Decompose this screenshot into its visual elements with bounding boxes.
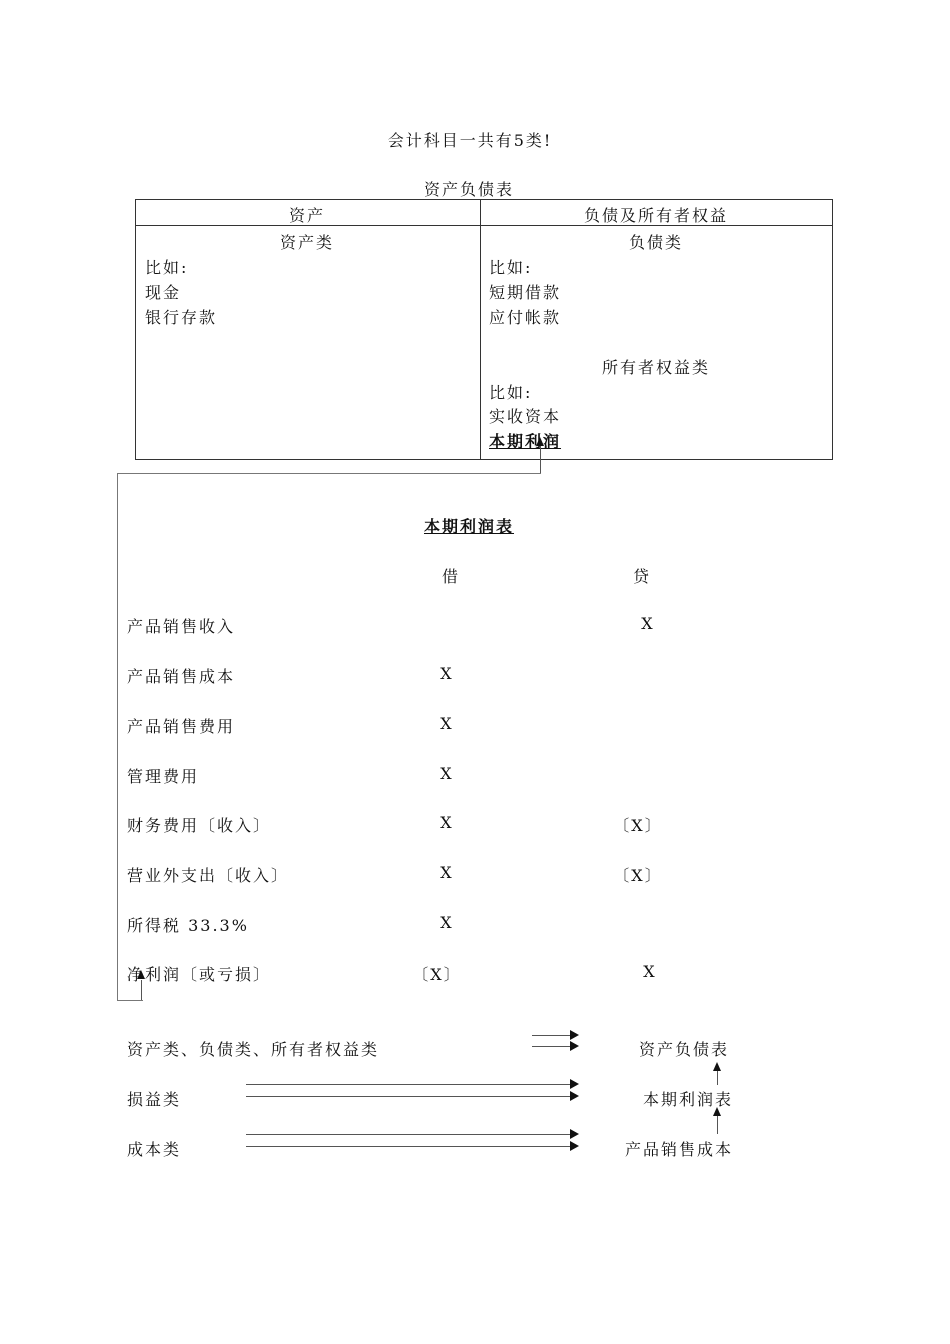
connector-line [540,446,541,474]
arrow-right-icon [570,1129,579,1139]
equity-section-title: 所有者权益类 [601,358,711,377]
income-row-debit: 〔X〕 [412,965,462,984]
debit-header: 借 [441,567,461,586]
connector-line [117,473,541,474]
mapping-arrow-line [246,1084,572,1085]
arrow-up-icon [713,1062,721,1071]
table-column-divider [480,200,481,459]
assets-example-label: 比如: [145,258,189,277]
assets-section-title: 资产类 [279,233,335,252]
mapping-target: 本期利润表 [642,1090,734,1109]
income-row-debit: X [440,764,454,783]
connector-line [117,1000,143,1001]
mapping-arrow-line [246,1096,572,1097]
balance-sheet-table [135,199,833,460]
arrow-right-icon [570,1041,579,1051]
income-row-debit: X [440,863,454,882]
connector-line [717,1116,718,1134]
equity-item-current-profit: 本期利润 [489,432,562,451]
doc-title: 会计科目一共有5类! [387,131,553,150]
income-row-credit: X [641,614,655,633]
mapping-arrow-line [532,1046,572,1047]
mapping-source: 成本类 [127,1140,182,1159]
income-row-credit: 〔X〕 [613,816,663,835]
liabilities-section-title: 负债类 [628,233,684,252]
mapping-source: 资产类、负债类、所有者权益类 [127,1040,380,1059]
mapping-arrow-line [532,1035,572,1036]
liabilities-item: 短期借款 [489,283,562,302]
mapping-target: 产品销售成本 [624,1140,734,1159]
income-row-label: 财务费用〔收入〕 [127,816,272,835]
income-row-label: 产品销售收入 [127,617,236,636]
income-row-label: 营业外支出〔收入〕 [127,866,290,885]
mapping-target: 资产负债表 [638,1040,730,1059]
income-row-credit: X [643,962,657,981]
assets-header: 资产 [288,206,326,225]
income-row-debit: X [440,664,454,683]
assets-item: 现金 [145,283,182,302]
arrow-up-icon [713,1107,721,1116]
connector-line [717,1071,718,1085]
income-statement-title: 本期利润表 [423,517,515,536]
income-row-debit: X [440,913,454,932]
income-row-credit: 〔X〕 [613,866,663,885]
income-row-debit: X [440,714,454,733]
income-row-label: 产品销售成本 [127,667,236,686]
arrow-right-icon [570,1079,579,1089]
assets-item: 银行存款 [145,308,218,327]
connector-line [117,473,118,1001]
liabilities-equity-header: 负债及所有者权益 [583,206,729,225]
credit-header: 贷 [632,567,652,586]
equity-example-label: 比如: [489,383,533,402]
liabilities-example-label: 比如: [489,258,533,277]
arrow-right-icon [570,1091,579,1101]
liabilities-item: 应付帐款 [489,308,562,327]
income-row-label: 净利润〔或亏损〕 [127,965,272,984]
arrow-up-icon [536,437,544,446]
balance-sheet-title: 资产负债表 [423,180,515,199]
income-row-label: 管理费用 [127,767,200,786]
income-row-label: 所得税 33.3% [127,916,249,935]
income-row-label: 产品销售费用 [127,717,236,736]
mapping-source: 损益类 [127,1090,182,1109]
mapping-arrow-line [246,1134,572,1135]
arrow-right-icon [570,1030,579,1040]
arrow-right-icon [570,1141,579,1151]
equity-item: 实收资本 [489,407,562,426]
income-row-debit: X [440,813,454,832]
mapping-arrow-line [246,1146,572,1147]
